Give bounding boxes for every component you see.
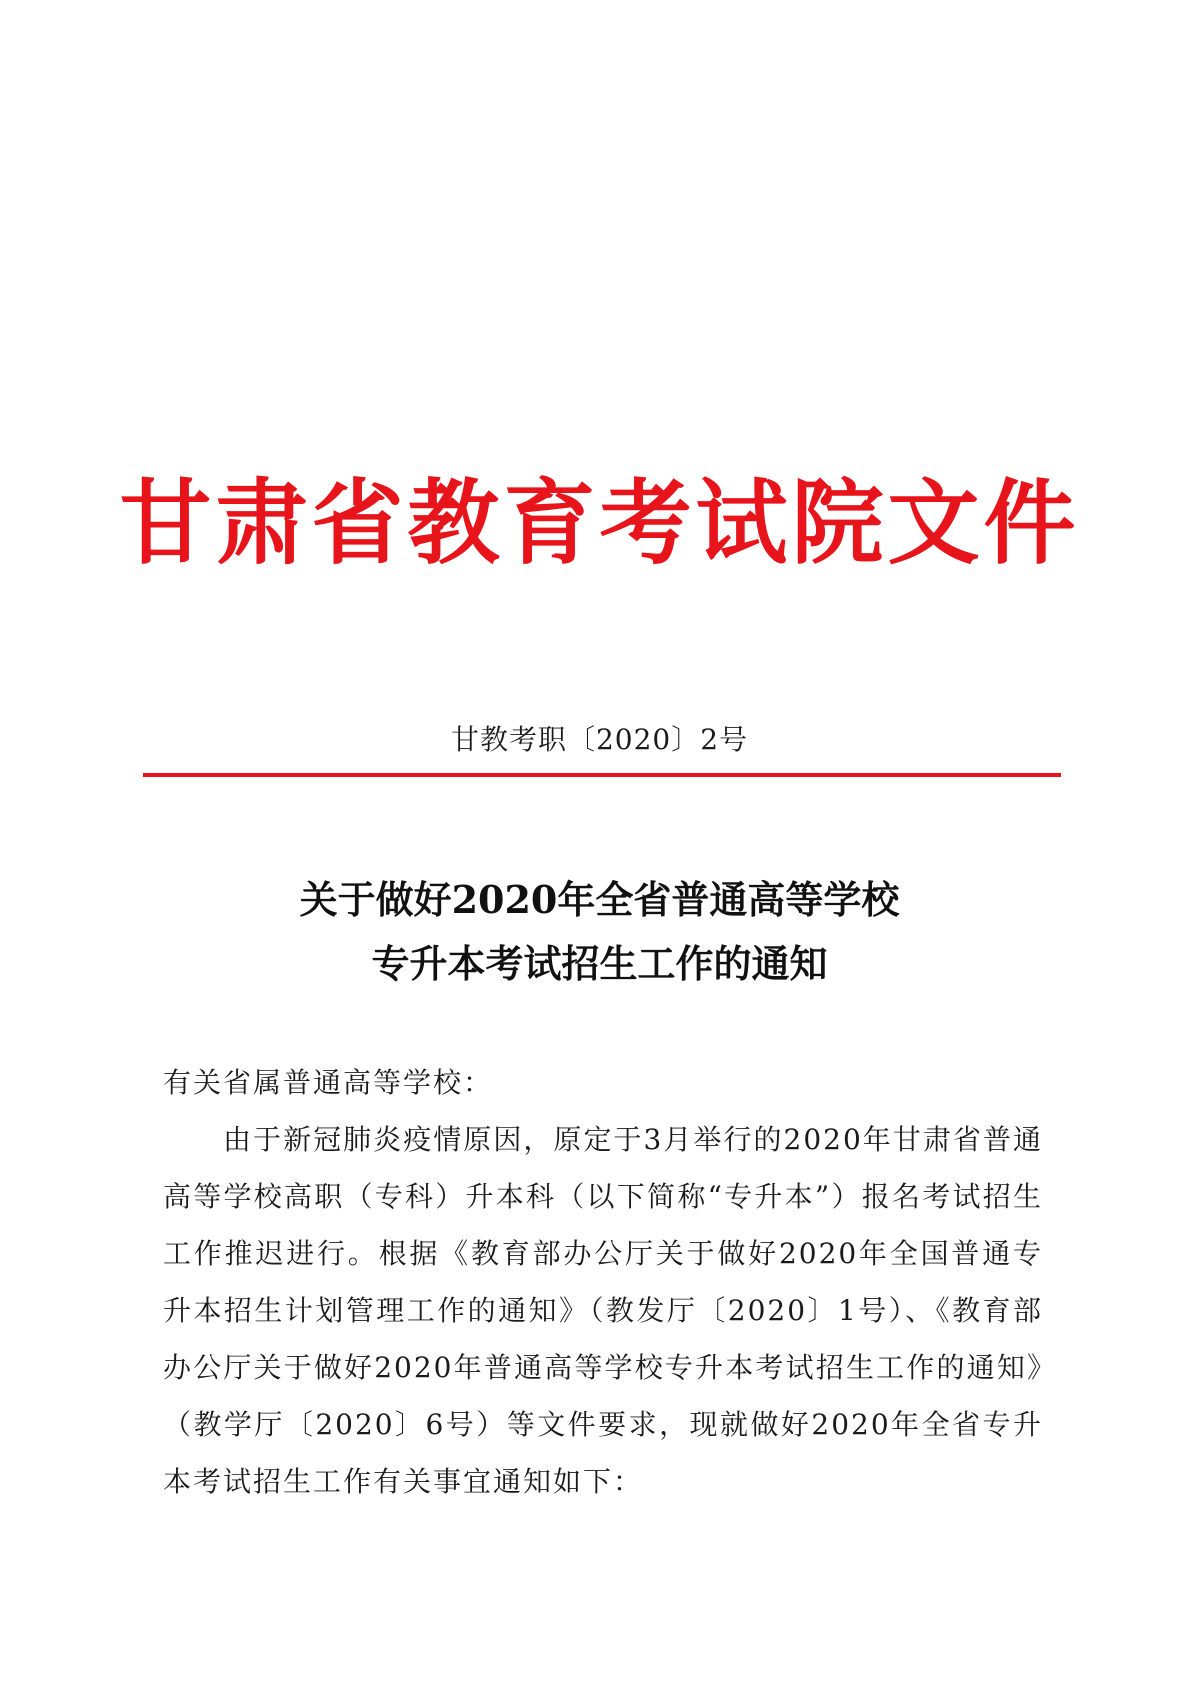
red-divider-line	[143, 773, 1061, 777]
title-line-2: 专升本考试招生工作的通知	[371, 941, 828, 986]
document-number: 甘教考职〔2020〕2号	[450, 723, 749, 756]
document-masthead: 甘肃省教育考试院文件	[119, 469, 1080, 577]
salutation: 有关省属普通高等学校：	[163, 1066, 494, 1099]
document-body	[163, 1054, 1043, 1510]
body-paragraph-1: 由于新冠肺炎疫情原因，原定于3月举行的2020年甘肃省普通高等学校高职（专科）升本科（以下简称“专升本”）报名考试招生工作推迟进行。根据《教育部办公厅关于做好2020年全国普通专升本招生计划管理工作的通知》（教发厅〔2020〕1号）、《教育部办公厅关于做好2020年普通高等学校专升本考试招生工作的通知》（教学厅〔2020〕6号）等文件要求，现就做好2020年全省专升本考试招生工作有关事宜通知如下：	[163, 1123, 1043, 1498]
document-title	[0, 868, 1199, 996]
title-line-1: 关于做好2020年全省普通高等学校	[299, 877, 900, 922]
